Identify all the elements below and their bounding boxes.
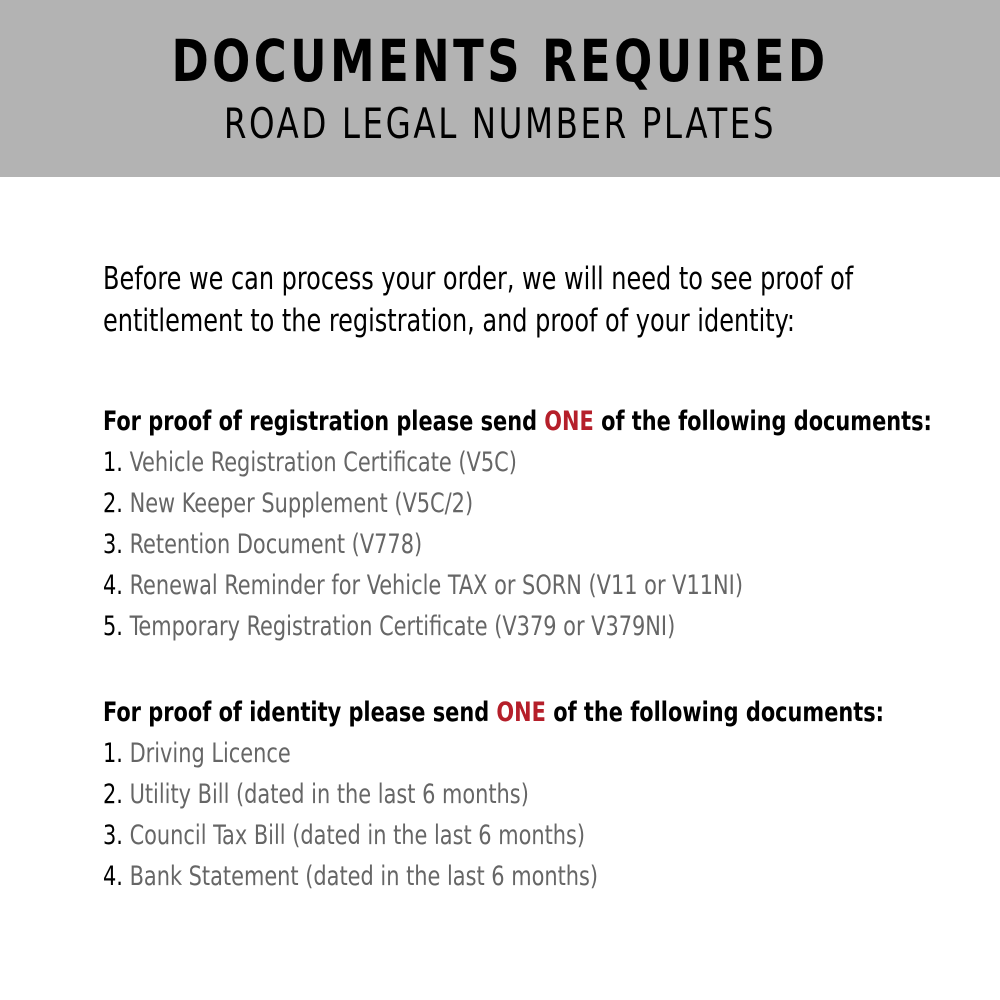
heading-emphasis: ONE [544,406,594,437]
item-text: Utility Bill (dated in the last 6 months) [129,779,529,810]
section-heading [103,401,932,442]
list-item [103,606,860,647]
list-item [103,565,860,606]
item-number: 2. [103,779,123,810]
item-number: 5. [103,611,123,642]
item-number: 3. [103,529,123,560]
intro-paragraph: Before we can process your order, we will need to see proof of entitlement to the registration, and proof of your identity: [103,261,854,339]
list-item [103,442,860,483]
item-text: Retention Document (V778) [129,529,423,560]
registration-proof-section [103,401,983,647]
list-item [103,815,860,856]
list-item [103,733,860,774]
item-number: 1. [103,738,123,769]
item-text: Driving Licence [129,738,291,769]
item-text: Vehicle Registration Certificate (V5C) [129,447,517,478]
item-number: 4. [103,861,123,892]
item-number: 2. [103,488,123,519]
list-item [103,774,860,815]
item-text: Renewal Reminder for Vehicle TAX or SORN (V11 or V11NI) [129,570,743,601]
page-subtitle: ROAD LEGAL NUMBER PLATES [223,99,777,148]
page-title: DOCUMENTS REQUIRED [171,27,829,95]
document-list [103,733,983,897]
item-number: 4. [103,570,123,601]
list-item [103,483,860,524]
main-content [103,258,983,942]
item-text: Council Tax Bill (dated in the last 6 months) [129,820,586,851]
section-heading [103,692,885,733]
item-text: Bank Statement (dated in the last 6 months) [129,861,599,892]
heading-text: For proof of identity please send [103,697,490,728]
header-banner [0,0,1000,177]
heading-text: For proof of registration please send [103,406,538,437]
heading-text: of the following documents: [601,406,932,437]
identity-proof-section [103,692,983,897]
item-number: 1. [103,447,123,478]
heading-text: of the following documents: [553,697,885,728]
item-text: Temporary Registration Certificate (V379 or V379NI) [129,611,676,642]
item-number: 3. [103,820,123,851]
document-list [103,442,983,647]
item-text: New Keeper Supplement (V5C/2) [129,488,474,519]
list-item [103,524,860,565]
list-item [103,856,860,897]
heading-emphasis: ONE [496,697,546,728]
